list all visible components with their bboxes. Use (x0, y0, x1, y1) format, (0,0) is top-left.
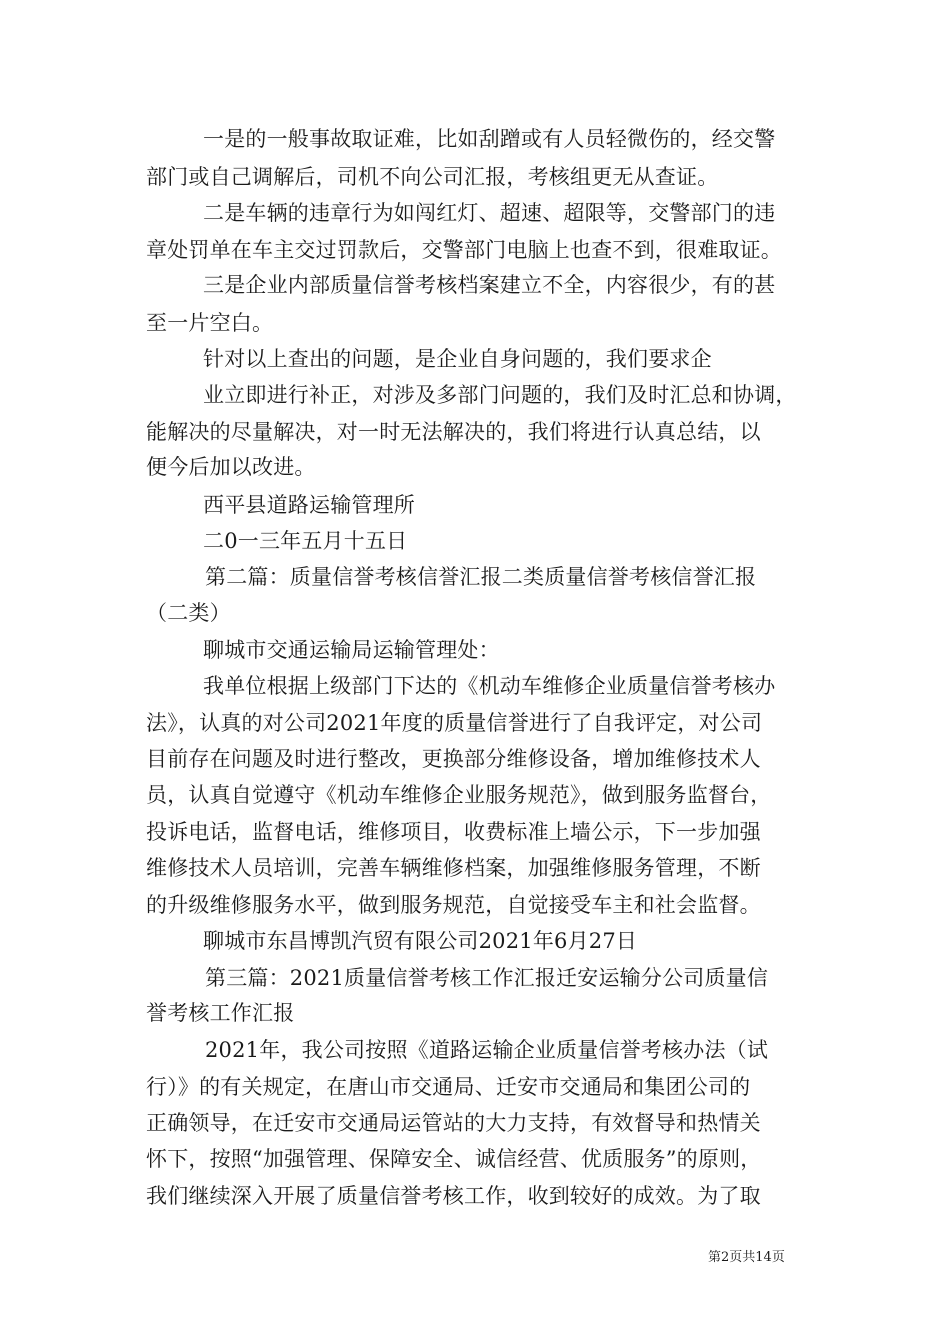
paragraph-line: 二是车辆的违章行为如闯红灯、超速、超限等，交警部门的违 (203, 201, 776, 225)
paragraph-line: 业立即进行补正，对涉及多部门问题的，我们及时汇总和协调， (203, 383, 797, 407)
paragraph-line: 2021年，我公司按照《道路运输企业质量信誉考核办法（试 (205, 1038, 769, 1062)
paragraph-line: 法》，认真的对公司2021年度的质量信誉进行了自我评定，对公司 (146, 711, 763, 735)
page-number-footer: 第2页共14页 (708, 1250, 785, 1265)
paragraph-line: 行）》的有关规定，在唐山市交通局、迁安市交通局和集团公司的 (146, 1075, 751, 1099)
signature-date: 二0一三年五月十五日 (203, 529, 408, 553)
signature-line: 聊城市东昌博凯汽贸有限公司2021年6月27日 (203, 929, 638, 953)
paragraph-line: 针对以上查出的问题，是企业自身问题的，我们要求企 (203, 347, 712, 371)
section-heading: 第三篇：2021质量信誉考核工作汇报迁安运输分公司质量信 (205, 966, 769, 990)
paragraph-line: 章处罚单在车主交过罚款后，交警部门电脑上也查不到，很难取证。 (146, 238, 782, 262)
paragraph-line: 部门或自己调解后，司机不向公司汇报，考核组更无从查证。 (146, 165, 719, 189)
paragraph-line: 正确领导，在迁安市交通局运管站的大力支持，有效督导和热情关 (146, 1111, 761, 1135)
paragraph-line: 至一片空白。 (146, 311, 274, 335)
paragraph-line: 员，认真自觉遵守《机动车维修企业服务规范》，做到服务监督台， (146, 783, 772, 807)
section-heading: 誉考核工作汇报 (146, 1001, 295, 1025)
paragraph-line: 三是企业内部质量信誉考核档案建立不全，内容很少，有的甚 (203, 273, 776, 297)
signature-organization: 西平县道路运输管理所 (203, 493, 415, 517)
paragraph-line: 我单位根据上级部门下达的《机动车维修企业质量信誉考核办 (203, 674, 776, 698)
section-heading: 第二篇：质量信誉考核信誉汇报二类质量信誉考核信誉汇报 (205, 565, 757, 589)
paragraph-line: 目前存在问题及时进行整改，更换部分维修设备，增加维修技术人 (146, 747, 761, 771)
paragraph-line: 怀下，按照“加强管理、保障安全、诚信经营、优质服务”的原则， (146, 1147, 762, 1171)
salutation: 聊城市交通运输局运输管理处： (203, 638, 500, 662)
paragraph-line: 的升级维修服务水平，做到服务规范，自觉接受车主和社会监督。 (146, 893, 761, 917)
paragraph-line: 我们继续深入开展了质量信誉考核工作，收到较好的成效。为了取 (146, 1184, 761, 1208)
paragraph-line: 能解决的尽量解决，对一时无法解决的，我们将进行认真总结，以 (146, 420, 761, 444)
section-heading: （二类） (146, 601, 231, 625)
paragraph-line: 便今后加以改进。 (146, 455, 316, 479)
paragraph-line: 投诉电话，监督电话，维修项目，收费标准上墙公示，下一步加强 (146, 820, 761, 844)
paragraph-line: 维修技术人员培训，完善车辆维修档案，加强维修服务管理，不断 (146, 856, 761, 880)
paragraph-line: 一是的一般事故取证难，比如刮蹭或有人员轻微伤的，经交警 (203, 127, 776, 151)
